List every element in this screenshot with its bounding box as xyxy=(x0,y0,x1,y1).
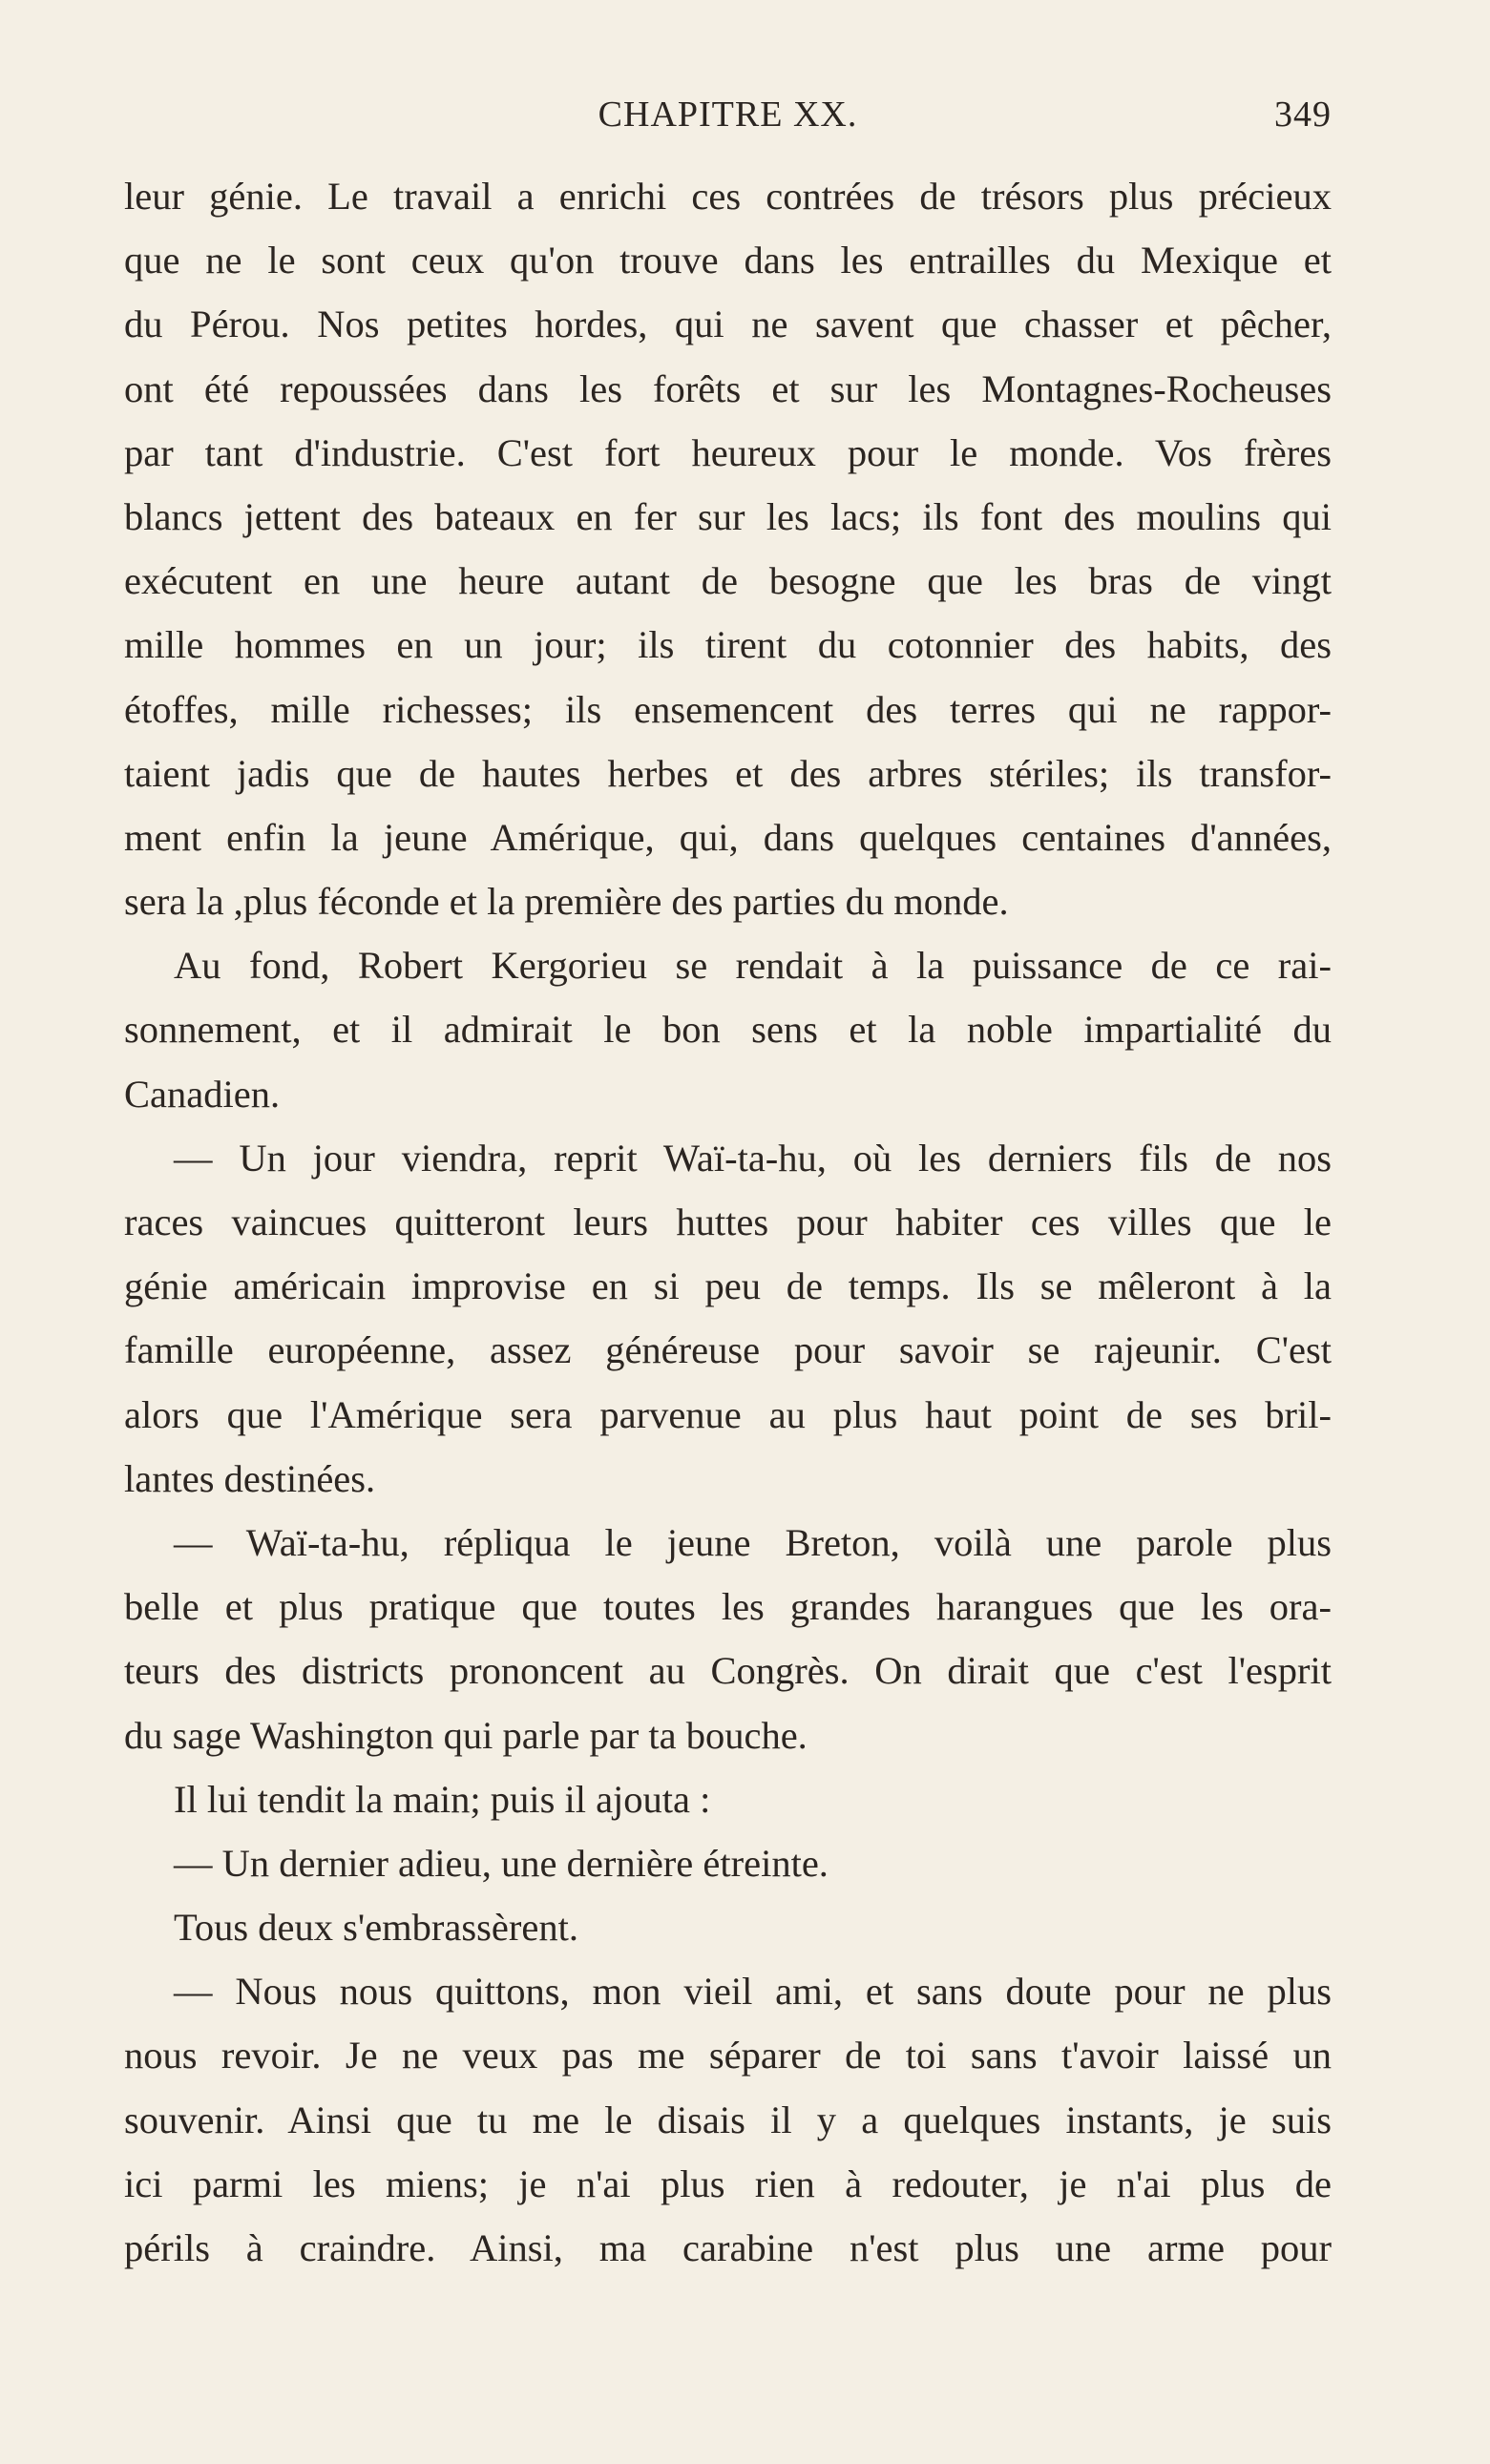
text-line: par tant d'industrie. C'est fort heureux pour le monde. Vos frères xyxy=(124,430,1332,474)
text-line: — Nous nous quittons, mon vieil ami, et sans doute pour ne plus xyxy=(174,1970,1332,2014)
page-number: 349 xyxy=(1274,94,1332,135)
text-line: que ne le sont ceux qu'on trouve dans les entrailles du Mexique et xyxy=(124,239,1332,282)
text-line: sera la ,plus féconde et la première des parties du monde. xyxy=(124,880,1009,924)
text-line: famille européenne, assez généreuse pour savoir se rajeunir. C'est xyxy=(124,1328,1332,1372)
text-line: — Un jour viendra, reprit Waï-ta-hu, où les derniers fils de nos xyxy=(174,1136,1332,1180)
text-line: — Un dernier adieu, une dernière étreinte. xyxy=(174,1841,829,1885)
text-line: teurs des districts prononcent au Congrès. On dirait que c'est l'esprit xyxy=(124,1649,1332,1693)
text-line: sonnement, et il admirait le bon sens et la noble impartialité du xyxy=(124,1008,1332,1052)
text-line: ici parmi les miens; je n'ai plus rien à redouter, je n'ai plus de xyxy=(124,2161,1332,2205)
text-line: ment enfin la jeune Amérique, qui, dans quelques centaines d'années, xyxy=(124,815,1332,859)
text-line: leur génie. Le travail a enrichi ces contrées de trésors plus précieux xyxy=(124,175,1332,218)
text-line: Au fond, Robert Kergorieu se rendait à la puissance de ce rai- xyxy=(174,944,1332,988)
text-line: génie américain improvise en si peu de temps. Ils se mêleront à la xyxy=(124,1264,1332,1308)
text-line: du Pérou. Nos petites hordes, qui ne savent que chasser et pêcher, xyxy=(124,303,1332,346)
text-line: races vaincues quitteront leurs huttes pour habiter ces villes que le xyxy=(124,1201,1332,1243)
text-line: Canadien. xyxy=(124,1072,281,1116)
text-line: exécutent en une heure autant de besogne que les bras de vingt xyxy=(124,559,1332,603)
body-text xyxy=(124,164,1332,2280)
chapter-title: CHAPITRE XX. xyxy=(598,94,858,135)
text-line: belle et plus pratique que toutes les grandes harangues que les ora- xyxy=(124,1585,1332,1629)
text-line: périls à craindre. Ainsi, ma carabine n'est plus une arme pour xyxy=(124,2226,1332,2269)
text-line: Il lui tendit la main; puis il ajouta : xyxy=(174,1777,711,1821)
text-line: nous revoir. Je ne veux pas me séparer de toi sans t'avoir laissé un xyxy=(124,2034,1332,2078)
text-line: alors que l'Amérique sera parvenue au plus haut point de ses bril- xyxy=(124,1392,1332,1436)
text-line: taient jadis que de hautes herbes et des arbres stériles; ils transfor- xyxy=(124,751,1332,795)
text-line: lantes destinées. xyxy=(124,1456,376,1500)
text-line: — Waï-ta-hu, répliqua le jeune Breton, voilà une parole plus xyxy=(174,1520,1332,1564)
text-line: blancs jettent des bateaux en fer sur les lacs; ils font des moulins qui xyxy=(124,494,1332,538)
text-line: étoffes, mille richesses; ils ensemencent des terres qui ne rappor- xyxy=(124,687,1332,731)
text-line: du sage Washington qui parle par ta bouche. xyxy=(124,1713,808,1757)
text-line: mille hommes en un jour; ils tirent du cotonnier des habits, des xyxy=(124,623,1332,667)
text-line: souvenir. Ainsi que tu me le disais il y a quelques instants, je suis xyxy=(124,2098,1332,2141)
text-line: ont été repoussées dans les forêts et sur les Montagnes-Rocheuses xyxy=(124,366,1332,410)
text-line: Tous deux s'embrassèrent. xyxy=(174,1906,578,1950)
running-header xyxy=(124,94,1332,145)
